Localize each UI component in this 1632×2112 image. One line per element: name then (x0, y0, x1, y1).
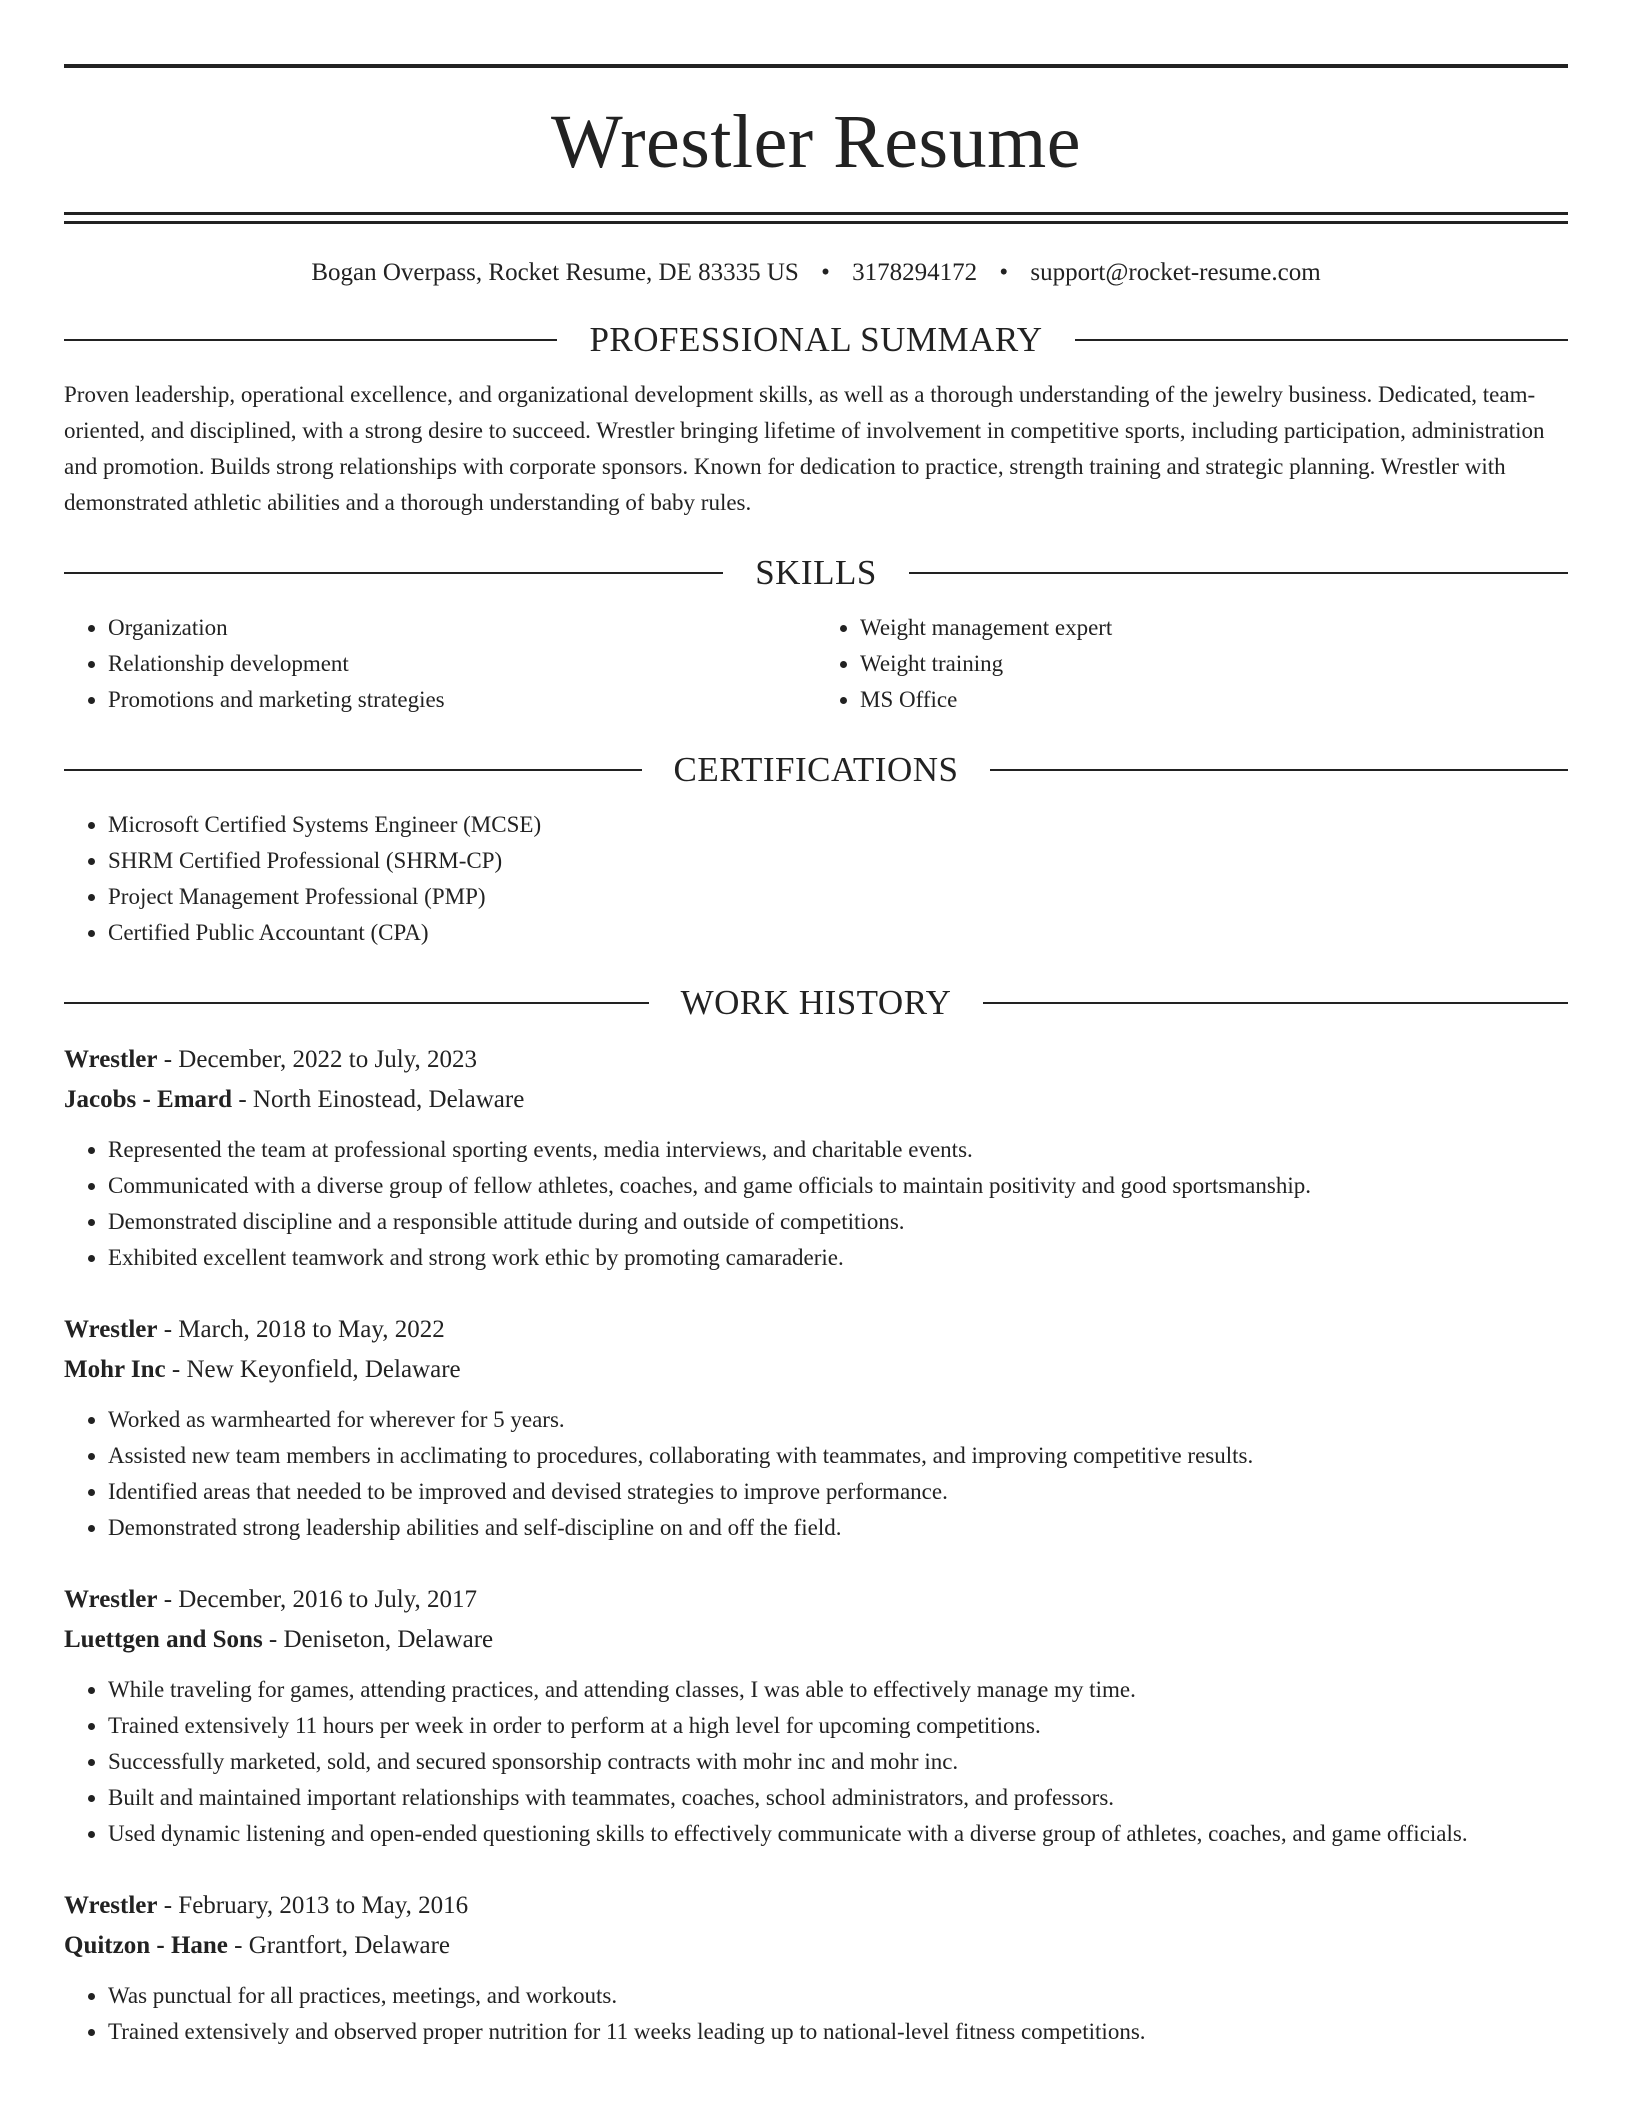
job-entry (64, 1040, 1568, 1276)
job-duty: • Trained extensively 11 hours per week in order to perform at a high level for upcoming competitions. (108, 1708, 1568, 1744)
job-duties (64, 1672, 1568, 1852)
section-header-skills (64, 555, 1568, 590)
title-double-rule (64, 212, 1568, 224)
job-duty: • Communicated with a diverse group of fellow athletes, coaches, and game officials to maintain positivity and good sportsmanship. (108, 1168, 1568, 1204)
job-title: Wrestler (64, 1046, 158, 1073)
job-dates: - December, 2016 to July, 2017 (157, 1586, 478, 1613)
job-dates: - February, 2013 to May, 2016 (157, 1892, 469, 1919)
contact-separator: • (999, 259, 1009, 286)
job-duty: • Demonstrated strong leadership abilities and self-discipline on and off the field. (108, 1510, 1568, 1546)
job-title: Wrestler (64, 1586, 158, 1613)
job-company-line (64, 1350, 1568, 1390)
section-title-skills: SKILLS (755, 553, 877, 592)
section-title-work-history: WORK HISTORY (680, 983, 952, 1022)
job-duty: • Built and maintained important relationships with teammates, coaches, school administrators, and professors. (108, 1780, 1568, 1816)
contact-address: Bogan Overpass, Rocket Resume, DE 83335 US (311, 259, 799, 286)
job-entry (64, 1580, 1568, 1852)
resume-title: Wrestler Resume (551, 100, 1081, 184)
skills-columns (64, 610, 1568, 718)
job-duties (64, 1132, 1568, 1276)
job-location: - New Keyonfield, Delaware (165, 1356, 461, 1383)
job-title-line (64, 1310, 1568, 1350)
job-duty: • Was punctual for all practices, meetings, and workouts. (108, 1978, 1568, 2014)
job-duty: • Trained extensively and observed proper nutrition for 11 weeks leading up to national-level fitness competitions. (108, 2014, 1568, 2050)
certification-item: • SHRM Certified Professional (SHRM-CP) (108, 843, 1568, 879)
summary-text: Proven leadership, operational excellence, and organizational development skills, as well as a thorough understanding of the jewelry business. Dedicated, team-oriented, and disciplined, with a strong desire to succeed. Wrestler bringing lifetime of involvement in competitive sports, including participation, administration and promotion. Builds strong relationships with corporate sponsors. Known for dedication to practice, strength training and strategic planning. Wrestler with demonstrated athletic abilities and a thorough understanding of baby rules. (64, 382, 1545, 515)
job-location: - Deniseton, Delaware (262, 1626, 494, 1653)
job-company: Luettgen and Sons (64, 1626, 263, 1653)
job-company-line (64, 1926, 1568, 1966)
skills-list-right (816, 610, 1568, 718)
skills-list-left (64, 610, 816, 718)
certification-item: • Certified Public Accountant (CPA) (108, 915, 1568, 951)
job-company: Mohr Inc (64, 1356, 166, 1383)
section-rule-left (64, 572, 723, 574)
certification-item: • Microsoft Certified Systems Engineer (MCSE) (108, 807, 1568, 843)
section-rule-left (64, 769, 642, 771)
contact-separator: • (821, 259, 830, 286)
job-duty: • Exhibited excellent teamwork and strong work ethic by promoting camaraderie. (108, 1240, 1568, 1276)
job-company: Quitzon - Hane (64, 1932, 228, 1959)
skill-item: • Weight training (860, 646, 1568, 682)
section-rule-right (909, 572, 1568, 574)
job-duty: • Represented the team at professional sporting events, media interviews, and charitable events. (108, 1132, 1568, 1168)
section-rule-left (64, 1002, 649, 1004)
top-rule (64, 64, 1568, 68)
skill-item: • Promotions and marketing strategies (108, 682, 816, 718)
job-duty: • Demonstrated discipline and a responsible attitude during and outside of competitions. (108, 1204, 1568, 1240)
section-rule-right (990, 769, 1568, 771)
section-rule-right (1075, 339, 1568, 341)
resume-page (64, 64, 1568, 2084)
section-title-summary: PROFESSIONAL SUMMARY (589, 320, 1043, 359)
job-title-line (64, 1580, 1568, 1620)
job-duty: • Successfully marketed, sold, and secured sponsorship contracts with mohr inc and mohr inc. (108, 1744, 1568, 1780)
job-entry (64, 1886, 1568, 2050)
job-title: Wrestler (64, 1892, 158, 1919)
job-location: - Grantfort, Delaware (227, 1932, 451, 1959)
job-company-line (64, 1080, 1568, 1120)
skill-item: • Weight management expert (860, 610, 1568, 646)
section-rule-left (64, 339, 557, 341)
section-title-certifications: CERTIFICATIONS (673, 750, 959, 789)
job-title: Wrestler (64, 1316, 158, 1343)
job-company: Jacobs - Emard (64, 1086, 233, 1113)
job-dates: - March, 2018 to May, 2022 (157, 1316, 445, 1343)
job-company-line (64, 1620, 1568, 1660)
job-duty: • Assisted new team members in acclimating to procedures, collaborating with teammates, and improving competitive results. (108, 1438, 1568, 1474)
job-duty: • Identified areas that needed to be improved and devised strategies to improve performance. (108, 1474, 1568, 1510)
job-duties (64, 1978, 1568, 2050)
skill-item: • Organization (108, 610, 816, 646)
job-duty: • While traveling for games, attending practices, and attending classes, I was able to effectively manage my time. (108, 1672, 1568, 1708)
skill-item: • Relationship development (108, 646, 816, 682)
section-header-work-history (64, 985, 1568, 1020)
job-duty: • Worked as warmhearted for wherever for 5 years. (108, 1402, 1568, 1438)
skill-item: • MS Office (860, 682, 1568, 718)
contact-email: support@rocket-resume.com (1030, 259, 1321, 286)
section-rule-right (983, 1002, 1568, 1004)
certifications-list (64, 807, 1568, 951)
job-title-line (64, 1040, 1568, 1080)
job-location: - North Einostead, Delaware (232, 1086, 525, 1113)
contact-line (64, 258, 1568, 288)
contact-phone: 3178294172 (852, 259, 978, 286)
job-duties (64, 1402, 1568, 1546)
section-header-summary (64, 322, 1568, 357)
job-dates: - December, 2022 to July, 2023 (157, 1046, 478, 1073)
certification-item: • Project Management Professional (PMP) (108, 879, 1568, 915)
job-entry (64, 1310, 1568, 1546)
job-title-line (64, 1886, 1568, 1926)
job-duty: • Used dynamic listening and open-ended questioning skills to effectively communicate with a diverse group of athletes, coaches, and game officials. (108, 1816, 1568, 1852)
section-header-certifications (64, 752, 1568, 787)
